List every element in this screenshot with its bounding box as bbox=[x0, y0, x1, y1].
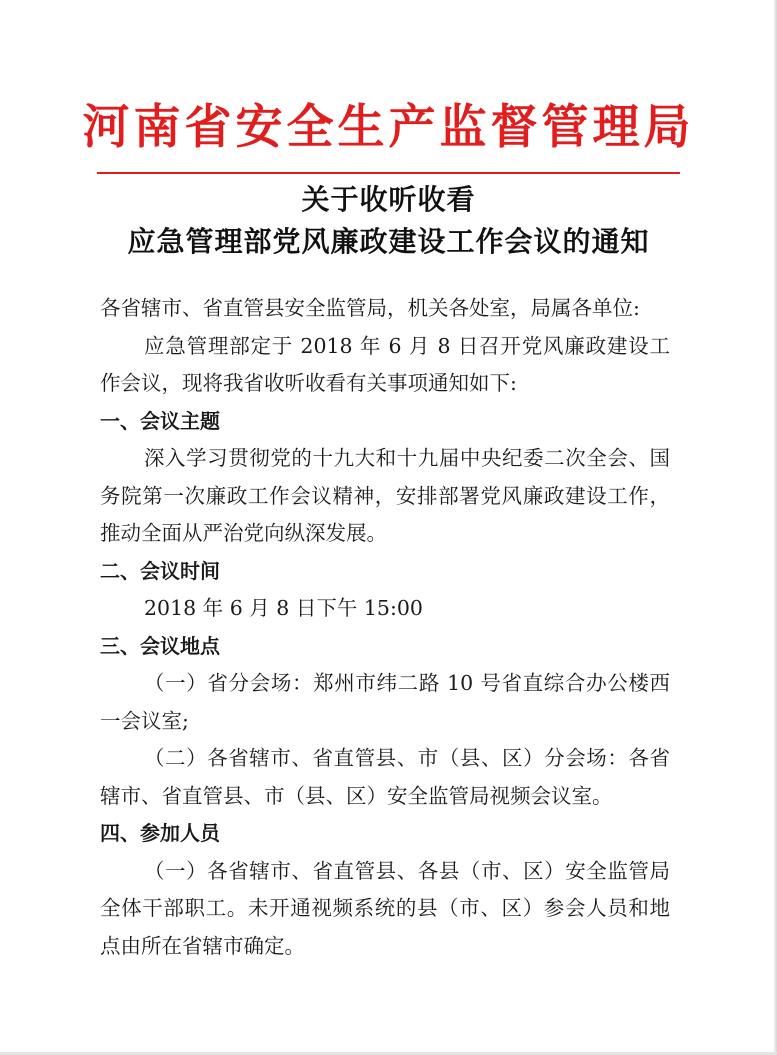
document-title-line1: 关于收听收看 bbox=[301, 183, 476, 216]
section-attendees-item1: （一）各省辖市、省直管县、各县（市、区）安全监管局全体干部职工。未开通视频系统的县（市、区）参会人员和地点由所在省辖市确定。 bbox=[100, 858, 670, 958]
document-title-line2: 应急管理部党风廉政建设工作会议的通知 bbox=[127, 225, 650, 258]
section-heading-theme: 一、会议主题 bbox=[100, 408, 220, 433]
document-body bbox=[100, 290, 670, 965]
salutation: 各省辖市、省直管县安全监管局，机关各处室，局属各单位: bbox=[100, 296, 640, 320]
section-heading-location: 三、会议地点 bbox=[100, 633, 220, 658]
section-time-text: 2018 年 6 月 8 日下午 15:00 bbox=[144, 596, 423, 620]
section-location-item1: （一）省分会场：郑州市纬二路 10 号省直综合办公楼西一会议室; bbox=[100, 671, 670, 733]
letterhead-red-rule bbox=[97, 172, 680, 174]
section-heading-attendees: 四、参加人员 bbox=[100, 821, 220, 845]
section-theme-text: 深入学习贯彻党的十九大和十九届中央纪委二次全会、国务院第一次廉政工作会议精神，安排部署党风廉政建设工作，推动全面从严治党向纵深发展。 bbox=[100, 446, 670, 545]
letterhead-org-name: 河南省安全生产监督管理局 bbox=[82, 100, 695, 155]
intro-paragraph: 应急管理部定于 2018 年 6 月 8 日召开党风廉政建设工作会议，现将我省收听收看有关事项通知如下: bbox=[100, 333, 670, 395]
section-location-item2: （二）各省辖市、省直管县、市（县、区）分会场：各省辖市、省直管县、市（县、区）安全监管局视频会议室。 bbox=[100, 746, 670, 808]
section-heading-time: 二、会议时间 bbox=[100, 558, 220, 583]
